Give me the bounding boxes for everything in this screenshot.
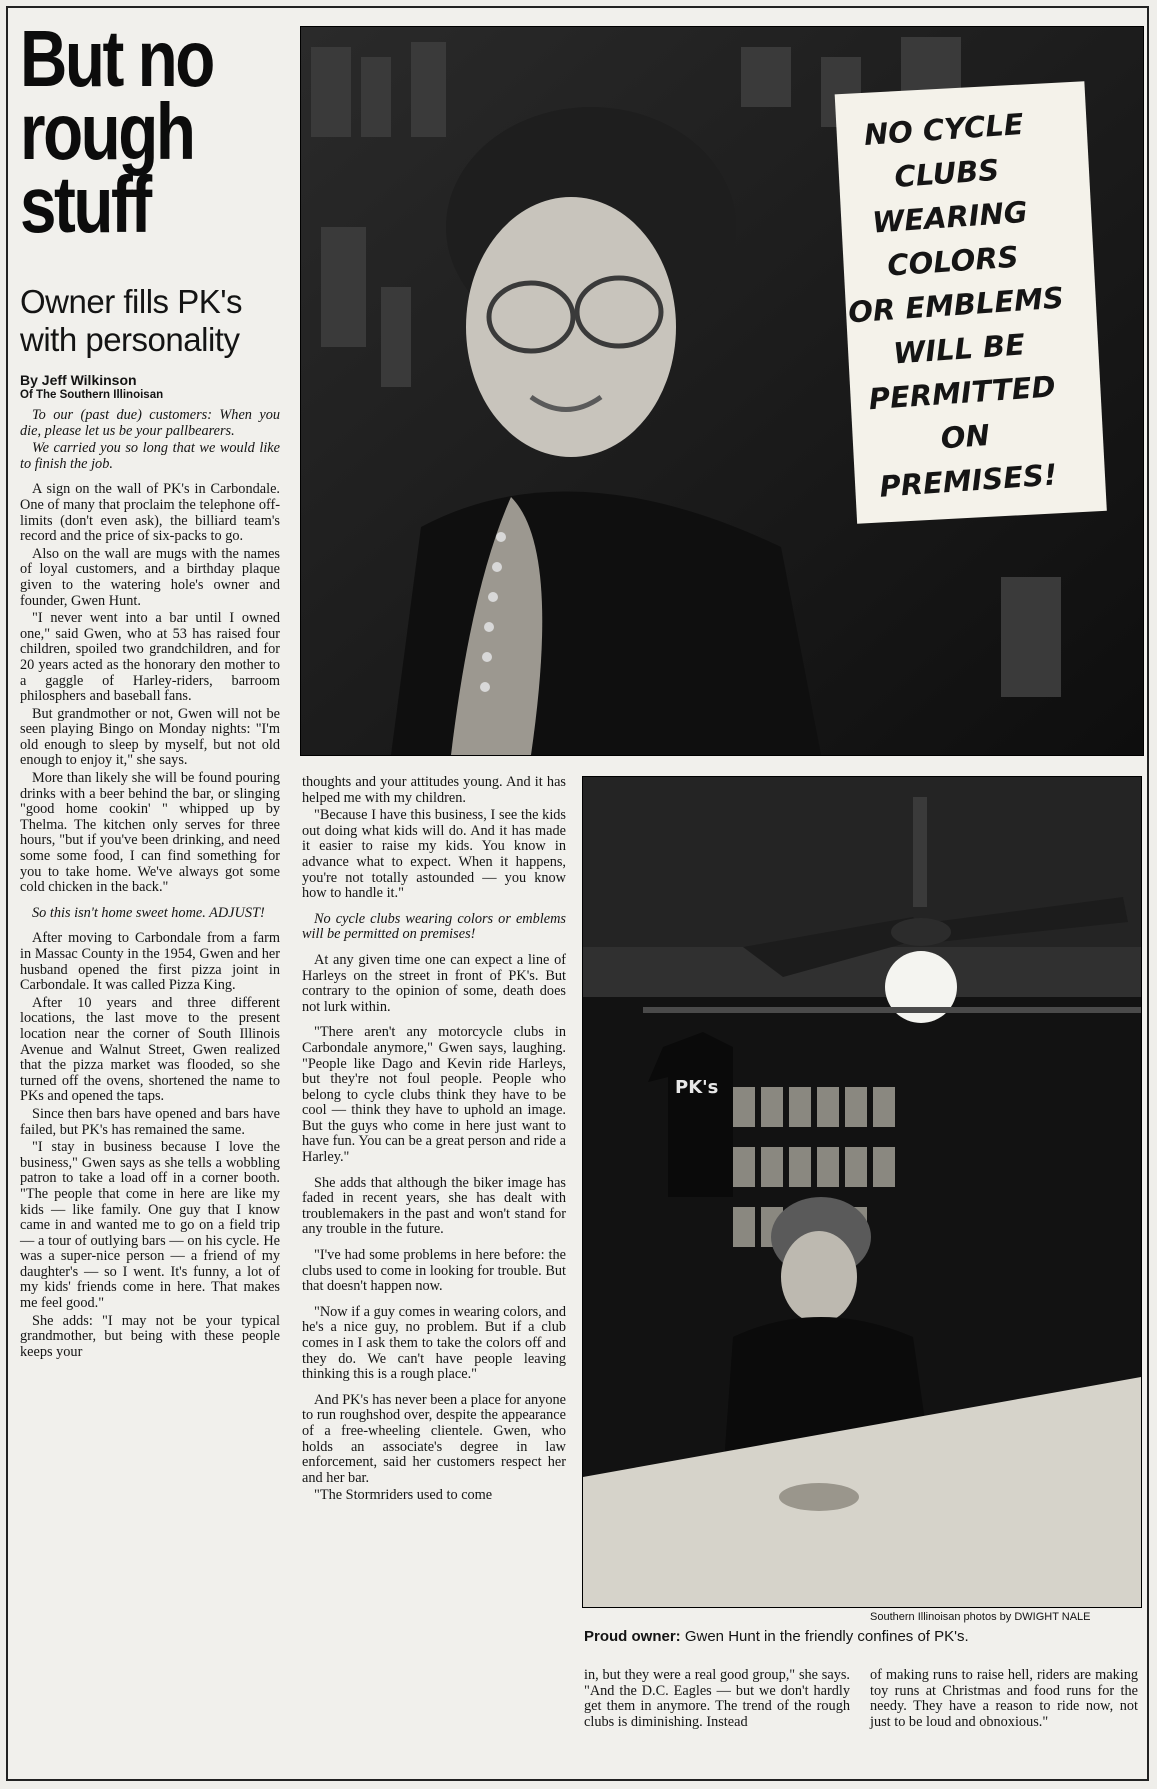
- article-paragraph: At any given time one can expect a line of Harleys on the street in front of PK's. But contrary to the opinion of some, death does not lurk within.: [302, 951, 566, 1015]
- article-column-2: [302, 775, 566, 1506]
- article-paragraph: "Now if a guy comes in wearing colors, and he's a nice guy, no problem. But if a club comes in I ask them to take the colors off and they do. We can't have people leaving thinking this is a rough place.": [302, 1303, 566, 1383]
- article-column-1: [20, 408, 280, 1362]
- article-paragraph: thoughts and your attitudes young. And it has helped me with my children.: [302, 774, 566, 806]
- caption-text: Gwen Hunt in the friendly confines of PK's.: [680, 1628, 969, 1645]
- article-paragraph: "There aren't any motorcycle clubs in Carbondale anymore," Gwen says, laughing. "People like Dago and Kevin ride Harleys, but they're not foul people. People who belong to cycle clubs think they have to be cool — think they have to uphold an image. But the guys who come in here just want to have fun. You can be a great person and ride a Harley.": [302, 1024, 566, 1166]
- article-paragraph: We carried you so long that we would like to finish the job.: [20, 440, 280, 472]
- article-paragraph: "I've had some problems in here before: the clubs used to come in looking for trouble. But that doesn't happen now.: [302, 1247, 566, 1295]
- sign-line: WEARING: [871, 194, 1029, 240]
- article-paragraph: in, but they were a real good group," she says. "And the D.C. Eagles — but we don't hardly get them in anymore. The trend of the rough clubs is diminishing. Instead: [584, 1667, 850, 1730]
- headline: But no rough stuff: [20, 14, 213, 249]
- subhead: Owner fills PK's with personality: [20, 283, 243, 358]
- article-paragraph: More than likely she will be found pouring drinks with a beer behind the bar, or slinging "good home cookin' " whipped up by Thelma. The kitchen only serves for three hours, "but if you've been drinking, and need some some food, I can find something for you to take home. We've always got some cold chicken in the back.": [20, 770, 280, 896]
- article-paragraph: She adds that although the biker image has faded in recent years, she has dealt with troublemakers in the past and won't stand for any trouble in the future.: [302, 1174, 566, 1238]
- article-paragraph: To our (past due) customers: When you die, please let us be your pallbearers.: [20, 407, 280, 439]
- article-paragraph: "I stay in business because I love the business," Gwen says as she tells a wobbling patron to take a load off in a corner booth. "The people that come in here are like my kids — like family. One guy that I know came in and wanted me to go on a field trip — a tour of outlying bars — on his cycle. He was a super-nice person — a friend of my daughter's — so I went. It's funny, a lot of my kids' friends come in here. That makes me feel good.": [20, 1139, 280, 1312]
- article-paragraph: No cycle clubs wearing colors or emblems will be permitted on premises!: [302, 910, 566, 943]
- photo-owner-behind-bar: [582, 776, 1142, 1608]
- article-paragraph: She adds: "I may not be your typical grandmother, but being with these people keeps your: [20, 1312, 280, 1360]
- photo-caption: [584, 1628, 969, 1645]
- sign-line: PREMISES!: [878, 457, 1059, 504]
- article-paragraph: Since then bars have opened and bars have failed, but PK's has remained the same.: [20, 1105, 280, 1138]
- cycle-sign-text: [803, 98, 1110, 513]
- article-paragraph: "Because I have this business, I see the kids out doing what kids will do. And it has made it easier to raise my kids. You know in advance what to expect. When it happens, you're not totally astounded — you know how to handle it.": [302, 807, 566, 902]
- sign-line: PERMITTED: [867, 369, 1057, 417]
- article-paragraph: Also on the wall are mugs with the names of loyal customers, and a birthday plaque given to the watering hole's owner and founder, Gwen Hunt.: [20, 545, 280, 609]
- sign-line: COLORS: [886, 239, 1020, 283]
- article-paragraph: After 10 years and three different locations, the last move to the present location near the corner of South Illinois Avenue and Walnut Street, Gwen realized that the pizza market was flooded, so she turned off the ovens, shortened the name to PKs and opened the taps.: [20, 994, 280, 1105]
- article-column-3: [584, 1668, 850, 1732]
- byline-org: Of The Southern Illinoisan: [20, 389, 164, 401]
- article-paragraph: So this isn't home sweet home. ADJUST!: [32, 904, 265, 921]
- article-paragraph: But grandmother or not, Gwen will not be seen playing Bingo on Monday nights: "I'm old enough to sleep by myself, but not old enough to enjoy it," she says.: [20, 705, 280, 769]
- caption-lead: Proud owner:: [584, 1628, 681, 1645]
- photo-owner-behind-bar-image: [583, 777, 1141, 1607]
- article-paragraph: "The Stormriders used to come: [314, 1487, 493, 1504]
- sign-line: CLUBS: [893, 152, 1001, 194]
- shirt-text: PK's: [675, 1077, 719, 1098]
- photo-owner-with-sign: [300, 26, 1144, 756]
- article-paragraph: of making runs to raise hell, riders are making toy runs at Christmas and food runs for the needy. They have a reason to ride now, not just to be loud and obnoxious.": [870, 1667, 1138, 1730]
- sign-line: OR EMBLEMS: [847, 280, 1065, 330]
- article-paragraph: And PK's has never been a place for anyone to run roughshod over, despite the appearance of a free-wheeling clientele. Gwen, who holds an associate's degree in law enforcement, said her customers respect her and her bar.: [302, 1391, 566, 1486]
- sign-line: ON: [939, 418, 991, 456]
- article-paragraph: A sign on the wall of PK's in Carbondale. One of many that proclaim the telephone off-limits (don't even ask), the billiard team's record and the price of six-packs to go.: [20, 481, 280, 545]
- sign-line: NO CYCLE: [862, 106, 1025, 152]
- photo-credit: Southern Illinoisan photos by DWIGHT NALE: [870, 1611, 1091, 1623]
- article-paragraph: "I never went into a bar until I owned one," said Gwen, who at 53 has raised four children, spoiled two grandchildren, and for 20 years acted as the honorary den mother to a gaggle of Harley-riders, barroom philosphers and baseball fans.: [20, 610, 280, 705]
- sign-line: WILL BE: [892, 327, 1026, 371]
- article-column-4: [870, 1668, 1138, 1732]
- byline: By Jeff Wilkinson: [20, 372, 137, 388]
- article-paragraph: After moving to Carbondale from a farm in Massac County in the 1954, Gwen and her husband opened the first pizza joint in Carbondale. It was called Pizza King.: [20, 930, 280, 994]
